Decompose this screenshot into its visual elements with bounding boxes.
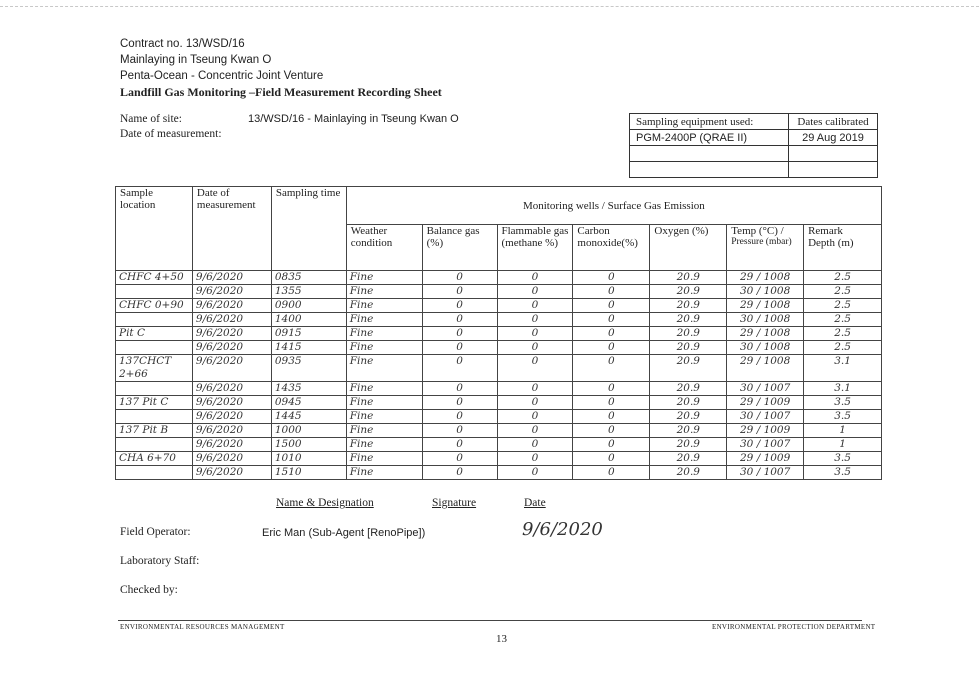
cell-flammable: 0 — [497, 410, 573, 424]
cell-location: 137 Pit B — [116, 424, 193, 438]
page-number: 13 — [496, 633, 507, 645]
cell-carbon: 0 — [573, 341, 650, 355]
table-row — [116, 299, 882, 313]
sheet-title: Landfill Gas Monitoring –Field Measurement Recording Sheet — [120, 85, 442, 99]
cell-balance: 0 — [422, 396, 497, 410]
signature-header: Signature — [432, 497, 477, 509]
table-row — [116, 313, 882, 327]
cell-depth: 3.5 — [804, 452, 882, 466]
cell-weather: Fine — [346, 299, 422, 313]
cell-depth: 1 — [804, 424, 882, 438]
measurement-table — [115, 186, 882, 480]
cell-time: 0945 — [271, 396, 346, 410]
cell-balance: 0 — [422, 382, 497, 396]
cell-weather: Fine — [346, 355, 422, 382]
cell-location — [116, 313, 193, 327]
cell-balance: 0 — [422, 313, 497, 327]
checked-by-label: Checked by: — [120, 584, 178, 596]
site-info — [120, 112, 459, 142]
equipment-calibrated-date: 29 Aug 2019 — [789, 130, 878, 146]
cell-time: 1435 — [271, 382, 346, 396]
cell-temp-pressure: 29 / 1008 — [727, 355, 804, 382]
cell-weather: Fine — [346, 396, 422, 410]
cell-temp-pressure: 29 / 1008 — [727, 299, 804, 313]
col-header-balance: Balance gas (%) — [422, 225, 497, 271]
cell-temp-pressure: 29 / 1008 — [727, 327, 804, 341]
cell-carbon: 0 — [573, 271, 650, 285]
cell-weather: Fine — [346, 313, 422, 327]
cell-time: 0935 — [271, 355, 346, 382]
cell-oxygen: 20.9 — [650, 327, 727, 341]
cell-carbon: 0 — [573, 285, 650, 299]
cell-weather: Fine — [346, 438, 422, 452]
cell-flammable: 0 — [497, 452, 573, 466]
cell-oxygen: 20.9 — [650, 382, 727, 396]
cell-balance: 0 — [422, 410, 497, 424]
cell-flammable: 0 — [497, 271, 573, 285]
equipment-header: Sampling equipment used: — [630, 114, 789, 130]
footer-divider — [118, 620, 862, 621]
cell-temp-pressure: 29 / 1009 — [727, 452, 804, 466]
cell-balance: 0 — [422, 424, 497, 438]
cell-flammable: 0 — [497, 438, 573, 452]
cell-location — [116, 438, 193, 452]
cell-flammable: 0 — [497, 285, 573, 299]
cell-carbon: 0 — [573, 424, 650, 438]
cell-temp-pressure: 30 / 1008 — [727, 341, 804, 355]
cell-oxygen: 20.9 — [650, 410, 727, 424]
table-row — [116, 396, 882, 410]
cell-time: 0835 — [271, 271, 346, 285]
cell-time: 1355 — [271, 285, 346, 299]
cell-carbon: 0 — [573, 327, 650, 341]
calibrated-header: Dates calibrated — [789, 114, 878, 130]
cell-carbon: 0 — [573, 410, 650, 424]
cell-temp-pressure: 29 / 1008 — [727, 271, 804, 285]
cell-weather: Fine — [346, 285, 422, 299]
site-name-value: 13/WSD/16 - Mainlaying in Tseung Kwan O — [248, 113, 459, 125]
cell-balance: 0 — [422, 271, 497, 285]
equipment-table — [629, 113, 878, 178]
cell-date: 9/6/2020 — [192, 438, 271, 452]
col-header-oxygen: Oxygen (%) — [650, 225, 727, 271]
cell-time: 1445 — [271, 410, 346, 424]
cell-time: 1500 — [271, 438, 346, 452]
cell-time: 1415 — [271, 341, 346, 355]
cell-depth: 2.5 — [804, 285, 882, 299]
col-header-group: Monitoring wells / Surface Gas Emission — [346, 187, 881, 225]
cell-location: CHFC 0+90 — [116, 299, 193, 313]
cell-weather: Fine — [346, 452, 422, 466]
cell-temp-pressure: 30 / 1007 — [727, 438, 804, 452]
cell-time: 1010 — [271, 452, 346, 466]
cell-temp-pressure: 30 / 1008 — [727, 313, 804, 327]
cell-time: 1510 — [271, 466, 346, 480]
cell-carbon: 0 — [573, 382, 650, 396]
cell-oxygen: 20.9 — [650, 285, 727, 299]
cell-temp-pressure: 30 / 1008 — [727, 285, 804, 299]
cell-flammable: 0 — [497, 396, 573, 410]
cell-carbon: 0 — [573, 355, 650, 382]
cell-temp-pressure: 29 / 1009 — [727, 396, 804, 410]
footer-left: ENVIRONMENTAL RESOURCES MANAGEMENT — [120, 623, 285, 631]
col-header-location: Sample location — [116, 187, 193, 271]
cell-oxygen: 20.9 — [650, 341, 727, 355]
cell-oxygen: 20.9 — [650, 271, 727, 285]
table-row — [116, 271, 882, 285]
date-header: Date — [524, 497, 546, 509]
cell-flammable: 0 — [497, 382, 573, 396]
cell-carbon: 0 — [573, 452, 650, 466]
field-operator-label: Field Operator: — [120, 526, 191, 538]
cell-depth: 3.5 — [804, 396, 882, 410]
cell-location — [116, 466, 193, 480]
cell-oxygen: 20.9 — [650, 313, 727, 327]
cell-balance: 0 — [422, 285, 497, 299]
cell-depth: 1 — [804, 438, 882, 452]
cell-flammable: 0 — [497, 466, 573, 480]
cell-date: 9/6/2020 — [192, 355, 271, 382]
cell-flammable: 0 — [497, 299, 573, 313]
cell-carbon: 0 — [573, 466, 650, 480]
cell-balance: 0 — [422, 341, 497, 355]
cell-weather: Fine — [346, 424, 422, 438]
cell-carbon: 0 — [573, 396, 650, 410]
col-header-date: Date of measurement — [192, 187, 271, 271]
cell-flammable: 0 — [497, 313, 573, 327]
cell-date: 9/6/2020 — [192, 341, 271, 355]
table-row — [116, 452, 882, 466]
cell-date: 9/6/2020 — [192, 313, 271, 327]
field-operator-name: Eric Man (Sub-Agent [RenoPipe]) — [262, 527, 426, 539]
cell-flammable: 0 — [497, 341, 573, 355]
cell-date: 9/6/2020 — [192, 271, 271, 285]
table-row — [116, 410, 882, 424]
cell-date: 9/6/2020 — [192, 396, 271, 410]
cell-location — [116, 410, 193, 424]
footer-right: ENVIRONMENTAL PROTECTION DEPARTMENT — [712, 623, 876, 631]
cell-weather: Fine — [346, 466, 422, 480]
cell-location: 137CHCT 2+66 — [116, 355, 193, 382]
cell-date: 9/6/2020 — [192, 327, 271, 341]
cell-carbon: 0 — [573, 313, 650, 327]
col-header-weather: Weather condition — [346, 225, 422, 271]
cell-depth: 2.5 — [804, 271, 882, 285]
cell-time: 0915 — [271, 327, 346, 341]
col-header-flammable: Flammable gas (methane %) — [497, 225, 573, 271]
cell-oxygen: 20.9 — [650, 452, 727, 466]
col-header-remark: Remark Depth (m) — [804, 225, 882, 271]
col-header-carbon: Carbon monoxide(%) — [573, 225, 650, 271]
cell-location: 137 Pit C — [116, 396, 193, 410]
table-row — [116, 355, 882, 382]
cell-temp-pressure: 30 / 1007 — [727, 382, 804, 396]
equipment-device: PGM-2400P (QRAE II) — [630, 130, 789, 146]
cell-depth: 3.5 — [804, 466, 882, 480]
cell-oxygen: 20.9 — [650, 466, 727, 480]
cell-weather: Fine — [346, 271, 422, 285]
cell-flammable: 0 — [497, 355, 573, 382]
table-row — [116, 341, 882, 355]
cell-flammable: 0 — [497, 327, 573, 341]
cell-location — [116, 382, 193, 396]
cell-oxygen: 20.9 — [650, 424, 727, 438]
cell-oxygen: 20.9 — [650, 299, 727, 313]
table-row — [116, 327, 882, 341]
cell-balance: 0 — [422, 452, 497, 466]
cell-weather: Fine — [346, 410, 422, 424]
contract-number: Contract no. 13/WSD/16 — [120, 38, 245, 50]
cell-date: 9/6/2020 — [192, 299, 271, 313]
table-row — [116, 438, 882, 452]
cell-location — [116, 285, 193, 299]
table-row — [116, 424, 882, 438]
cell-time: 1000 — [271, 424, 346, 438]
cell-date: 9/6/2020 — [192, 424, 271, 438]
cell-date: 9/6/2020 — [192, 410, 271, 424]
cell-balance: 0 — [422, 299, 497, 313]
cell-weather: Fine — [346, 327, 422, 341]
top-scan-line — [0, 6, 979, 7]
cell-temp-pressure: 30 / 1007 — [727, 410, 804, 424]
cell-carbon: 0 — [573, 299, 650, 313]
cell-depth: 2.5 — [804, 299, 882, 313]
measurement-date-label: Date of measurement: — [120, 128, 222, 140]
project-name: Mainlaying in Tseung Kwan O — [120, 54, 272, 66]
cell-depth: 2.5 — [804, 313, 882, 327]
cell-date: 9/6/2020 — [192, 452, 271, 466]
table-row — [116, 382, 882, 396]
cell-temp-pressure: 29 / 1009 — [727, 424, 804, 438]
cell-balance: 0 — [422, 438, 497, 452]
signoff-date: 9/6/2020 — [522, 519, 603, 540]
cell-oxygen: 20.9 — [650, 396, 727, 410]
cell-balance: 0 — [422, 327, 497, 341]
laboratory-staff-label: Laboratory Staff: — [120, 555, 200, 567]
cell-depth: 2.5 — [804, 341, 882, 355]
cell-depth: 3.1 — [804, 355, 882, 382]
cell-flammable: 0 — [497, 424, 573, 438]
col-header-temp: Temp (°C) / Pressure (mbar) — [727, 225, 804, 271]
cell-time: 0900 — [271, 299, 346, 313]
contractor-name: Penta-Ocean - Concentric Joint Venture — [120, 70, 324, 82]
cell-date: 9/6/2020 — [192, 382, 271, 396]
col-header-time: Sampling time — [271, 187, 346, 271]
cell-depth: 3.1 — [804, 382, 882, 396]
cell-date: 9/6/2020 — [192, 285, 271, 299]
document-header — [120, 36, 442, 100]
cell-location: Pit C — [116, 327, 193, 341]
cell-depth: 2.5 — [804, 327, 882, 341]
cell-time: 1400 — [271, 313, 346, 327]
cell-location: CHFC 4+50 — [116, 271, 193, 285]
table-row — [116, 285, 882, 299]
cell-date: 9/6/2020 — [192, 466, 271, 480]
cell-weather: Fine — [346, 341, 422, 355]
name-designation-header: Name & Designation — [276, 497, 374, 509]
cell-oxygen: 20.9 — [650, 438, 727, 452]
cell-oxygen: 20.9 — [650, 355, 727, 382]
cell-location — [116, 341, 193, 355]
cell-depth: 3.5 — [804, 410, 882, 424]
cell-weather: Fine — [346, 382, 422, 396]
cell-carbon: 0 — [573, 438, 650, 452]
cell-location: CHA 6+70 — [116, 452, 193, 466]
table-row — [116, 466, 882, 480]
cell-temp-pressure: 30 / 1007 — [727, 466, 804, 480]
cell-balance: 0 — [422, 355, 497, 382]
site-name-label: Name of site: — [120, 113, 182, 125]
cell-balance: 0 — [422, 466, 497, 480]
